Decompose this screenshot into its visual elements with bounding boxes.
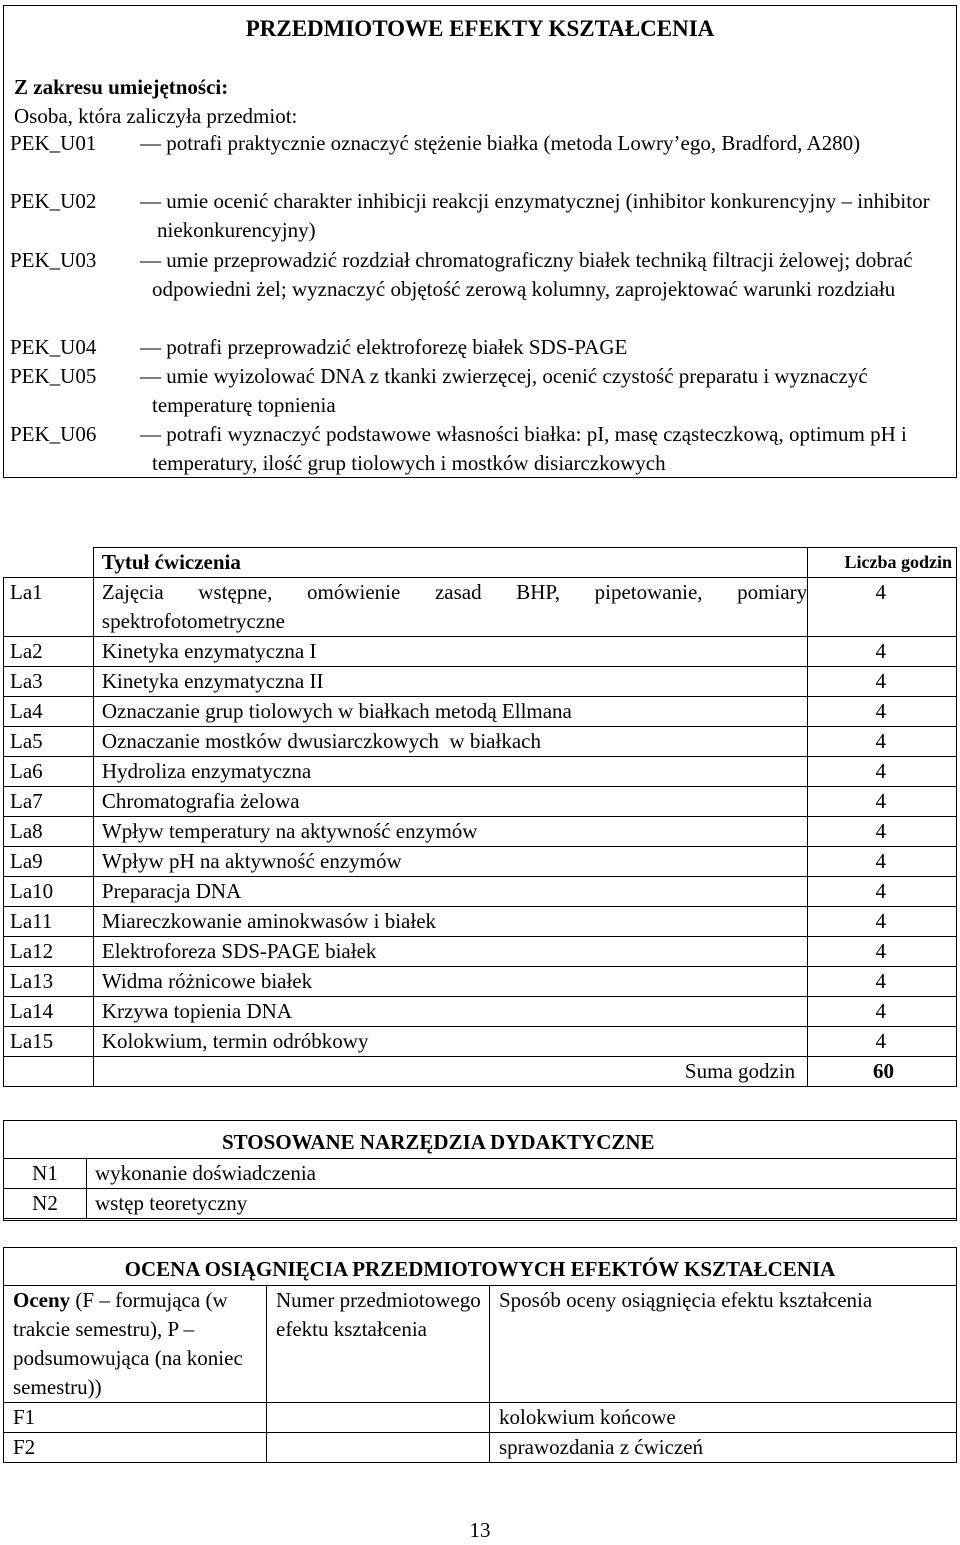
lab-title: Oznaczanie grup tiolowych w białkach metodą Ellmana [93, 697, 807, 727]
lab-id: La13 [4, 967, 94, 997]
lab-hours: 4 [808, 937, 957, 967]
lab-title: Hydroliza enzymatyczna [93, 757, 807, 787]
labs-header-hours: Liczba godzin [808, 548, 957, 578]
evaluation-number [267, 1403, 490, 1433]
lab-title: Zajęcia wstępne, omówienie zasad BHP, pipetowanie, pomiary spektrofotometryczne [93, 578, 807, 637]
lab-title: Oznaczanie mostków dwusiarczkowych w białkach [93, 727, 807, 757]
labs-header-row [4, 548, 957, 578]
lab-hours: 4 [808, 637, 957, 667]
outcome-code: PEK_U05 [10, 364, 97, 388]
outcome-code: PEK_U02 [10, 189, 97, 213]
lab-hours: 4 [808, 727, 957, 757]
tool-text: wykonanie doświadczenia [87, 1159, 957, 1189]
lab-title: Wpływ temperatury na aktywność enzymów [93, 817, 807, 847]
table-row [4, 727, 957, 757]
tool-id: N2 [4, 1189, 87, 1219]
table-row [4, 1403, 957, 1433]
outcome-item [10, 420, 940, 479]
lab-hours: 4 [808, 578, 957, 637]
evaluation-header-method: Sposób oceny osiągnięcia efektu kształcenia [490, 1286, 957, 1403]
lab-id: La10 [4, 877, 94, 907]
sum-label: Suma godzin [93, 1057, 807, 1087]
table-row [4, 967, 957, 997]
table-row [4, 937, 957, 967]
table-row [4, 787, 957, 817]
labs-header-title: Tytuł ćwiczenia [93, 548, 807, 578]
skills-intro: Osoba, która zaliczyła przedmiot: [14, 104, 298, 128]
table-row [4, 817, 957, 847]
evaluation-title: OCENA OSIĄGNIĘCIA PRZEDMIOTOWYCH EFEKTÓW KSZTAŁCENIA [124, 1257, 836, 1281]
lab-title: Miareczkowanie aminokwasów i białek [93, 907, 807, 937]
lab-id: La6 [4, 757, 94, 787]
table-row [4, 1433, 957, 1463]
table-row [4, 1189, 957, 1219]
lab-hours: 4 [808, 997, 957, 1027]
evaluation-table [3, 1285, 957, 1463]
outcome-code: PEK_U04 [10, 335, 97, 359]
skills-heading: Z zakresu umiejętności: [14, 75, 229, 99]
lab-hours: 4 [808, 697, 957, 727]
lab-id: La5 [4, 727, 94, 757]
lab-id: La14 [4, 997, 94, 1027]
page-number: 13 [469, 1518, 491, 1542]
lab-hours: 4 [808, 757, 957, 787]
table-row [4, 637, 957, 667]
lab-title: Krzywa topienia DNA [93, 997, 807, 1027]
table-row [4, 877, 957, 907]
lab-id: La1 [4, 578, 94, 637]
lab-hours: 4 [808, 1027, 957, 1057]
lab-id: La8 [4, 817, 94, 847]
lab-title: Kolokwium, termin odróbkowy [93, 1027, 807, 1057]
tool-text: wstęp teoretyczny [87, 1189, 957, 1219]
outcome-text: — potrafi praktycznie oznaczyć stężenie białka (metoda Lowry’ego, Bradford, A280) [140, 131, 861, 155]
lab-id: La15 [4, 1027, 94, 1057]
outcome-text: — umie ocenić charakter inhibicji reakcji enzymatycznej (inhibitor konkurencyjny – inhibitor niekonkurencyjny) [140, 189, 930, 243]
lab-hours: 4 [808, 877, 957, 907]
lab-title: Kinetyka enzymatyczna I [93, 637, 807, 667]
evaluation-header-row [4, 1286, 957, 1403]
lab-id: La9 [4, 847, 94, 877]
lab-id: La11 [4, 907, 94, 937]
lab-title: Kinetyka enzymatyczna II [93, 667, 807, 697]
lab-hours: 4 [808, 967, 957, 997]
teaching-tools-title: STOSOWANE NARZĘDZIA DYDAKTYCZNE [222, 1130, 655, 1154]
outcome-code: PEK_U01 [10, 131, 97, 155]
evaluation-method: kolokwium końcowe [490, 1403, 957, 1433]
evaluation-header-grades: Oceny (F – formująca (w trakcie semestru), P – podsumowująca (na koniec semestru)) [4, 1286, 267, 1403]
evaluation-method: sprawozdania z ćwiczeń [490, 1433, 957, 1463]
lab-title: Preparacja DNA [93, 877, 807, 907]
lab-id: La12 [4, 937, 94, 967]
tool-id: N1 [4, 1159, 87, 1189]
outcome-item [10, 129, 940, 158]
lab-hours: 4 [808, 817, 957, 847]
table-row [4, 907, 957, 937]
outcome-text: — umie przeprowadzić rozdział chromatograficzny białek techniką filtracji żelowej; dobrać odpowiedni żel; wyznaczyć objętość zerową kolumny, zaprojektować warunki rozdziału [140, 248, 913, 302]
table-row [4, 667, 957, 697]
evaluation-grade: F1 [4, 1403, 267, 1433]
lab-id: La3 [4, 667, 94, 697]
sum-row [4, 1057, 957, 1087]
lab-id: La4 [4, 697, 94, 727]
table-row [4, 1027, 957, 1057]
outcome-code: PEK_U03 [10, 248, 97, 272]
outcome-text: — potrafi przeprowadzić elektroforezę białek SDS-PAGE [140, 335, 628, 359]
sum-value: 60 [808, 1057, 957, 1087]
outcome-item [10, 362, 940, 421]
table-row [4, 847, 957, 877]
lab-title: Elektroforeza SDS-PAGE białek [93, 937, 807, 967]
table-row [4, 757, 957, 787]
lab-hours: 4 [808, 847, 957, 877]
outcome-text: — potrafi wyznaczyć podstawowe własności białka: pI, masę cząsteczkową, optimum pH i temperatury, ilość grup tiolowych i mostków disiarczkowych [140, 422, 907, 476]
outcome-item [10, 246, 940, 305]
evaluation-grade: F2 [4, 1433, 267, 1463]
lab-hours: 4 [808, 907, 957, 937]
learning-outcomes-title: PRZEDMIOTOWE EFEKTY KSZTAŁCENIA [245, 16, 715, 41]
lab-title: Chromatografia żelowa [93, 787, 807, 817]
lab-title: Wpływ pH na aktywność enzymów [93, 847, 807, 877]
outcome-text: — umie wyizolować DNA z tkanki zwierzęcej, ocenić czystość preparatu i wyznaczyć temperaturę topnienia [140, 364, 868, 418]
outcome-item [10, 187, 940, 246]
evaluation-header-number: Numer przedmiotowego efektu kształcenia [267, 1286, 490, 1403]
outcome-item [10, 333, 940, 362]
table-row [4, 1159, 957, 1189]
evaluation-number [267, 1433, 490, 1463]
lab-id: La7 [4, 787, 94, 817]
teaching-tools-table [3, 1158, 957, 1219]
lab-hours: 4 [808, 667, 957, 697]
table-row [4, 697, 957, 727]
lab-hours: 4 [808, 787, 957, 817]
outcome-code: PEK_U06 [10, 422, 97, 446]
table-row [4, 997, 957, 1027]
lab-title: Widma różnicowe białek [93, 967, 807, 997]
table-row [4, 578, 957, 637]
labs-table [3, 547, 957, 1087]
lab-id: La2 [4, 637, 94, 667]
